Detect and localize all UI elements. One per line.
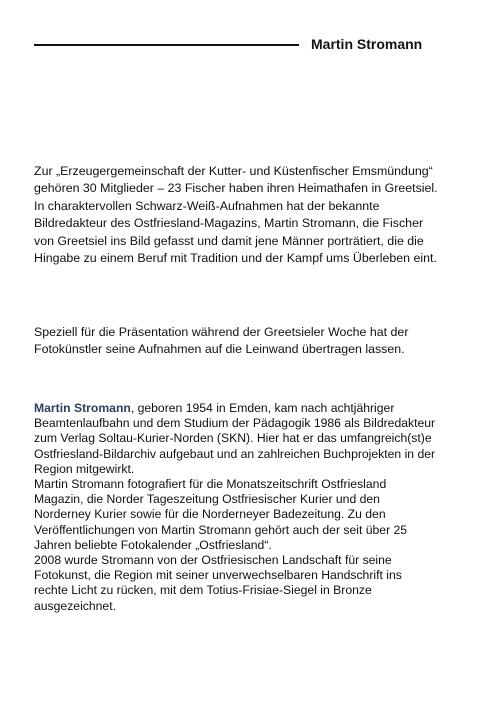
bio-first-line-rest: , geboren 1954 in Emden, kam nach achtjähriger [130,401,395,415]
intro-line: von Greetsiel ins Bild gefasst und damit jene Männer porträtiert, die die [34,233,424,248]
bio-line: Martin Stromann fotografiert für die Monatszeitschrift Ostfriesland [34,477,387,492]
intro-line: Hingabe zu einem Beruf mit Tradition und der Kampf ums Überleben eint. [34,251,437,266]
bio-line: Region mitgewirkt. [34,461,135,476]
intro-line: In charaktervollen Schwarz-Weiß-Aufnahmen hat der bekannte [34,198,380,213]
bio-name: Martin Stromann [34,401,131,415]
bio-line: Veröffentlichungen von Martin Stromann gehört auch der seit über 25 [34,522,408,537]
bio-paragraph [34,401,474,614]
presentation-paragraph [34,324,474,359]
bio-line: Ostfriesland-Bildarchiv aufgebaut und an zahlreichen Buchprojekten in der [34,446,436,461]
bio-first-line [34,401,474,416]
header-author-name: Martin Stromann [311,36,423,52]
bio-line: Magazin, die Norder Tageszeitung Ostfriesischer Kurier und den [34,492,380,507]
bio-line: rechte Licht zu rücken, mit dem Totius-Frisiae-Siegel in Bronze [34,583,372,598]
intro-line: Bildredakteur des Ostfriesland-Magazins, Martin Stromann, die Fischer [34,216,424,231]
intro-line: gehören 30 Mitglieder – 23 Fischer haben ihren Heimathafen in Greetsiel. [34,181,438,196]
intro-paragraph [34,163,474,267]
presentation-line: Speziell für die Präsentation während der Greetsieler Woche hat der [34,325,409,339]
bio-line: Jahren beliebte Fotokalender „Ostfriesland“. [34,537,272,552]
bio-line: 2008 wurde Stromann von der Ostfriesischen Landschaft für seine [34,553,392,568]
bio-line: Fotokunst, die Region mit seiner unverwechselbaren Handschrift ins [34,568,402,583]
bio-line: Norderney Kurier sowie für die Norderneyer Badezeitung. Zu den [34,507,386,522]
intro-line: Zur „Erzeugergemeinschaft der Kutter- und Küstenfischer Emsmündung“ [34,164,433,178]
presentation-line: Fotokünstler seine Aufnahmen auf die Leinwand übertragen lassen. [34,342,405,357]
header-rule [34,44,299,46]
bio-line: Beamtenlaufbahn und dem Studium der Pädagogik 1986 als Bildredakteur [34,416,436,431]
bio-line: ausgezeichnet. [34,598,116,613]
bio-line: zum Verlag Soltau-Kurier-Norden (SKN). Hier hat er das umfangreich(st)e [34,431,432,446]
